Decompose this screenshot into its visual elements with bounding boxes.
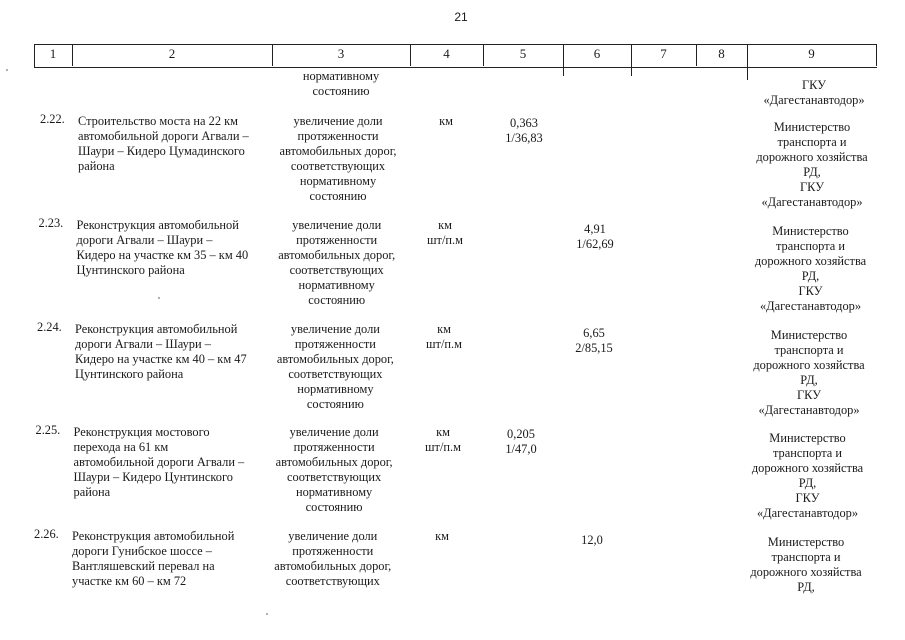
indicator-line: состоянию [306,397,364,411]
header-cell-4: 4 [443,46,450,61]
project-name-line: перехода на 61 км [73,440,169,454]
indicator-line: автомобильных дорог, [275,455,393,469]
unit [406,529,478,544]
scan-speck [158,297,160,299]
column-divider [876,44,877,66]
unit [407,425,479,455]
executor-line: транспорта и [777,135,847,149]
project-name-line: Реконструкция автомобильной [76,218,239,232]
executor-line: РД, [798,476,817,490]
scan-speck [266,613,268,615]
unit-line: шт/п.м [425,440,461,454]
continued-executor-line: «Дагестанавтодор» [763,93,865,107]
project-name-line: Реконструкция автомобильной [75,322,238,336]
executor-line: РД, [801,269,820,283]
value-col6-line: 1/62,69 [576,237,614,251]
row-number [34,527,68,542]
project-name-line: автомобильной дороги Агвали – [78,129,249,143]
row-number-line: 2.26. [34,527,59,541]
executor-line: Министерство [772,224,849,238]
row-number [37,320,71,335]
unit [408,322,480,352]
indicator [267,322,403,412]
executor-line: дорожного хозяйства [756,150,868,164]
project-name-line: Цунтинского района [76,263,185,277]
executor-line: транспорта и [771,550,841,564]
executor-line: Министерство [769,431,846,445]
unit-line: км [436,425,450,439]
executor-line: «Дагестанавтодор» [756,506,859,520]
project-name-line: Кидеро на участке км 40 – км 47 [75,352,247,366]
indicator-line: увеличение доли [288,529,378,543]
project-name [77,218,277,278]
project-name [74,425,274,500]
project-name-line: района [73,485,111,499]
value-col6-line: 4,91 [584,222,606,236]
project-name-line: автомобильной дороги Агвали – [73,455,245,469]
project-name-line: Реконструкция автомобильной [72,529,235,543]
column-divider-tail [563,66,564,76]
indicator-line: соответствующих [287,470,382,484]
indicator [266,425,402,515]
executor-line: транспорта и [772,446,843,460]
executor-line: транспорта и [775,239,846,253]
project-name-line: участке км 60 – км 72 [72,574,187,588]
project-name [72,529,272,589]
project-name-line: Кидеро на участке км 35 – км 40 [76,248,249,262]
header-cell-1: 1 [49,46,57,61]
indicator-line: автомобильных дорог, [274,559,392,573]
unit-line: км [438,218,452,232]
executor-line: ГКУ [800,180,824,194]
indicator-line: нормативному [295,485,373,499]
project-name-line: района [78,159,115,173]
executor-line: Министерство [770,328,848,342]
row-number [36,423,70,438]
value-col6 [554,533,630,548]
header-cell-9: 9 [808,46,815,61]
executor-line: ГКУ [797,388,821,402]
project-name [78,114,278,174]
indicator-line: соответствующих [288,367,383,381]
continued-executor-line: ГКУ [802,78,826,92]
indicator-line: автомобильных дорог, [278,248,396,262]
project-name-line: Реконструкция мостового [73,425,210,439]
project-name-line: Цунтинского района [75,367,184,381]
header-cell-6: 6 [593,46,601,61]
project-name-line: дороги Агвали – Шаури – [75,337,211,351]
executor-line: дорожного хозяйства [754,254,867,268]
executor [742,535,870,595]
executor-line: «Дагестанавтодор» [758,403,860,417]
header-cell-2: 2 [168,46,176,61]
executor [748,120,876,210]
indicator-line: протяженности [293,440,375,454]
executor-line: транспорта и [774,343,844,357]
column-divider-tail [631,66,632,76]
unit-line: км [439,114,453,128]
unit-line: км [435,529,449,543]
row-number-line: 2.23. [38,216,64,230]
unit-line: км [437,322,451,336]
indicator-line: состоянию [309,189,367,203]
project-name-line: Строительство моста на 22 км [78,114,238,128]
continued-indicator-line: нормативному [302,69,380,83]
indicator-line: нормативному [298,278,375,292]
scan-speck [6,69,8,71]
value-col6-line: 12,0 [581,533,603,547]
value-col5-line: 0,205 [507,427,535,441]
indicator-line: соответствующих [285,574,380,588]
indicator [265,529,401,589]
project-name-line: Шаури – Кидеро Цумадинского [78,144,245,158]
indicator [270,114,406,204]
row-number-line: 2.25. [35,423,61,437]
value-col5 [481,427,561,457]
value-col6 [557,222,633,252]
header-cell-7: 7 [660,46,667,61]
project-name [75,322,275,382]
value-col6 [556,326,632,356]
indicator-line: нормативному [297,382,374,396]
executor-line: «Дагестанавтодор» [759,299,862,313]
value-col6-line: 6,65 [583,326,605,340]
indicator-line: автомобильных дорог, [279,144,397,158]
header-cell-3: 3 [337,46,345,61]
executor-line: Министерство [773,120,851,134]
executor-line: дорожного хозяйства [753,358,865,372]
header-cell-5: 5 [519,46,527,61]
indicator-line: соответствующих [289,263,384,277]
indicator-line: увеличение доли [289,425,379,439]
value-col5-line: 0,363 [510,116,538,130]
executor-line: дорожного хозяйства [751,461,864,475]
executor-line: ГКУ [798,284,823,298]
value-col6-line: 2/85,15 [575,341,613,355]
unit [410,114,482,129]
indicator-line: протяженности [297,129,379,143]
unit-line: шт/п.м [427,233,463,247]
indicator-line: увеличение доли [293,114,383,128]
value-col5 [484,116,564,146]
executor-line: РД, [797,580,815,594]
indicator-line: протяженности [292,544,374,558]
row-number-line: 2.22. [40,112,65,126]
indicator-line: протяженности [294,337,376,351]
continued-indicator-line: состоянию [312,84,370,98]
executor [747,224,875,314]
header-cell-8: 8 [718,46,725,61]
indicator-line: состоянию [308,293,366,307]
value-col5-line: 1/47,0 [505,442,537,456]
executor-line: ГКУ [795,491,820,505]
indicator-line: состоянию [305,500,363,514]
project-name-line: Вантляшевский перевал на [72,559,215,573]
indicator-line: увеличение доли [292,218,382,232]
project-name-line: дороги Агвали – Шаури – [76,233,213,247]
indicator-line: соответствующих [290,159,386,173]
unit [409,218,481,248]
executor-line: РД, [800,373,818,387]
executor [744,431,872,521]
indicator-line: автомобильных дорог, [276,352,394,366]
executor-line: «Дагестанавтодор» [761,195,863,209]
row-number [40,112,74,127]
indicator-line: протяженности [296,233,378,247]
row-number-line: 2.24. [37,320,62,334]
indicator-line: нормативному [299,174,377,188]
project-name-line: дороги Гунибское шоссе – [72,544,212,558]
value-col5-line: 1/36,83 [505,131,543,145]
executor-line: РД, [803,165,821,179]
unit-line: шт/п.м [426,337,462,351]
continued-indicator [272,69,410,99]
executor-line: Министерство [767,535,845,549]
executor-line: дорожного хозяйства [750,565,862,579]
indicator-line: увеличение доли [290,322,380,336]
row-number [39,216,73,231]
project-name-line: Шаури – Кидеро Цунтинского [73,470,233,484]
continued-executor [747,78,881,108]
executor [745,328,873,418]
indicator [269,218,405,308]
page-number: 21 [454,10,468,24]
